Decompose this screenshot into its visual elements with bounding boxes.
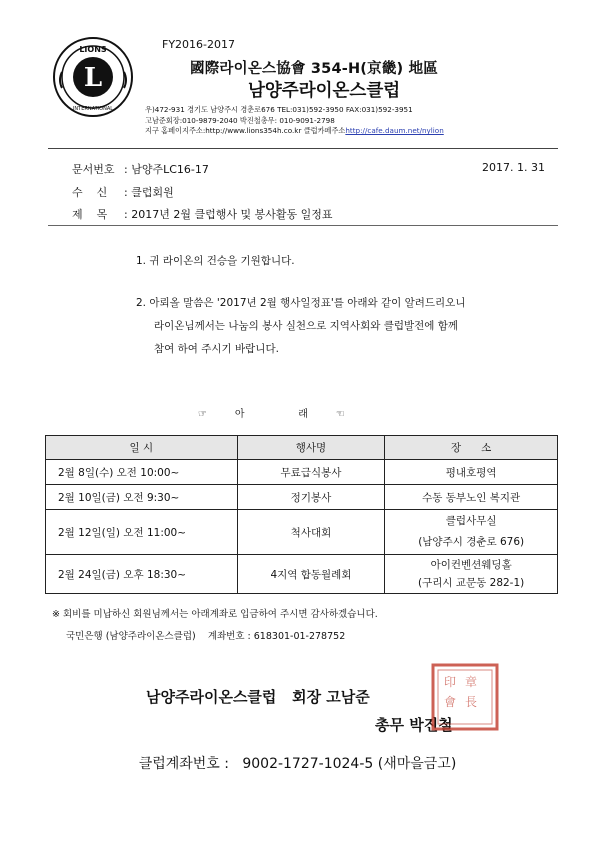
header-datetime: 일 시 [46,436,238,460]
schedule-header-row [46,436,558,460]
header-divider [48,148,558,149]
paragraph-2-line-1: 2. 아뢰올 말씀은 '2017년 2월 행사일정표'를 아래와 같이 알려드리오니 [136,297,466,309]
row-datetime: 2월 24일(금) 오후 18:30~ [46,555,238,594]
lions-logo-icon [52,36,134,118]
row-event: 무료급식봉사 [237,460,385,485]
row-place-line-1: 아이컨벤션웨딩홀 [430,559,512,571]
cafe-link[interactable]: http://cafe.daum.net/nylion [345,126,444,135]
table-row [46,555,558,594]
row-place-line-1: 클럽사무실 [445,515,497,527]
doc-number: : 남양주LC16-17 [124,163,209,176]
payment-note: ※ 회비를 미납하신 회원님께서는 아래계좌로 입금하여 주시면 감사하겠습니다. [52,609,378,620]
club-bank-account: 클럽계좌번호 : 9002-1727-1024-5 (새마을금고) [138,756,457,772]
contact-line: 고남준회장:010-9879-2040 박진철총무: 010-9091-2798 [145,115,335,125]
table-row [46,510,558,555]
row-place-line-2: (남양주시 경춘로 676) [418,536,525,548]
row-event: 정기봉사 [237,485,385,510]
row-event: 척사대회 [237,510,385,555]
svg-text:印: 印 [444,675,457,689]
svg-text:LIONS: LIONS [79,45,107,54]
subject: : 2017년 2월 클럽행사 및 봉사활동 일정표 [124,208,333,221]
row-event: 4지역 합동월례회 [237,555,385,594]
club-name: 남양주라이온스클럽 [248,81,401,101]
svg-text:INTERNATIONAL: INTERNATIONAL [72,106,114,112]
address-block [145,105,444,137]
row-datetime: 2월 10일(금) 오전 9:30~ [46,485,238,510]
recipient-label: 수 신 [72,186,108,199]
header-place: 장 소 [385,436,558,460]
row-place: 평내호평역 [385,460,558,485]
reference-title: ☞ 아 래 ☜ [198,409,347,420]
official-seal-icon [430,662,500,732]
paragraph-2-line-2: 라이온님께서는 나눔의 봉사 실천으로 지역사회와 클럽발전에 함께 [154,320,459,332]
schedule-table [45,435,558,594]
svg-text:章: 章 [465,675,478,689]
fiscal-year: FY2016-2017 [162,38,236,51]
row-datetime: 2월 8일(수) 오전 10:00~ [46,460,238,485]
row-place-line-2: (구리시 교문동 282-1) [418,577,525,589]
signature-secretary: 총무 박진철 [375,716,453,734]
row-datetime: 2월 12일(일) 오전 11:00~ [46,510,238,555]
recipient-row [72,184,174,200]
svg-text:L: L [83,63,103,93]
row-place [385,510,558,555]
doc-number-label: 문서번호 [72,163,115,176]
recipient: : 클럽회원 [124,186,174,199]
doc-date: 2017. 1. 31 [482,161,545,174]
web-line [145,126,444,137]
signature-president: 남양주라이온스클럽 회장 고남준 [146,688,370,706]
row-place: 수동 동부노인 복지관 [385,485,558,510]
svg-text:會: 會 [444,695,457,709]
table-row [46,485,558,510]
paragraph-1: 1. 귀 라이온의 건승을 기원합니다. [136,255,295,267]
row-place [385,555,558,594]
svg-text:長: 長 [465,695,478,709]
doc-number-row [72,161,209,177]
paragraph-2-line-3: 참여 하여 주시기 바랍니다. [154,343,279,355]
address-line: 우)472-931 경기도 남양주시 경춘로676 TEL:031)592-3950 FAX:031)592-3951 [145,105,413,114]
meta-divider [48,225,558,226]
header-event: 행사명 [237,436,385,460]
subject-label: 제 목 [72,208,108,221]
bank-account-note: 국민은행 (남양주라이온스클럽) 계좌번호 : 618301-01-278752 [66,631,346,642]
web-prefix: 지구 홈페이지주소:http://www.lions354h.co.kr 클럽카페주소 [145,126,346,135]
subject-row [72,206,332,222]
table-row [46,460,558,485]
org-district: 國際라이온스協會 354-H(京畿) 地區 [190,61,438,77]
